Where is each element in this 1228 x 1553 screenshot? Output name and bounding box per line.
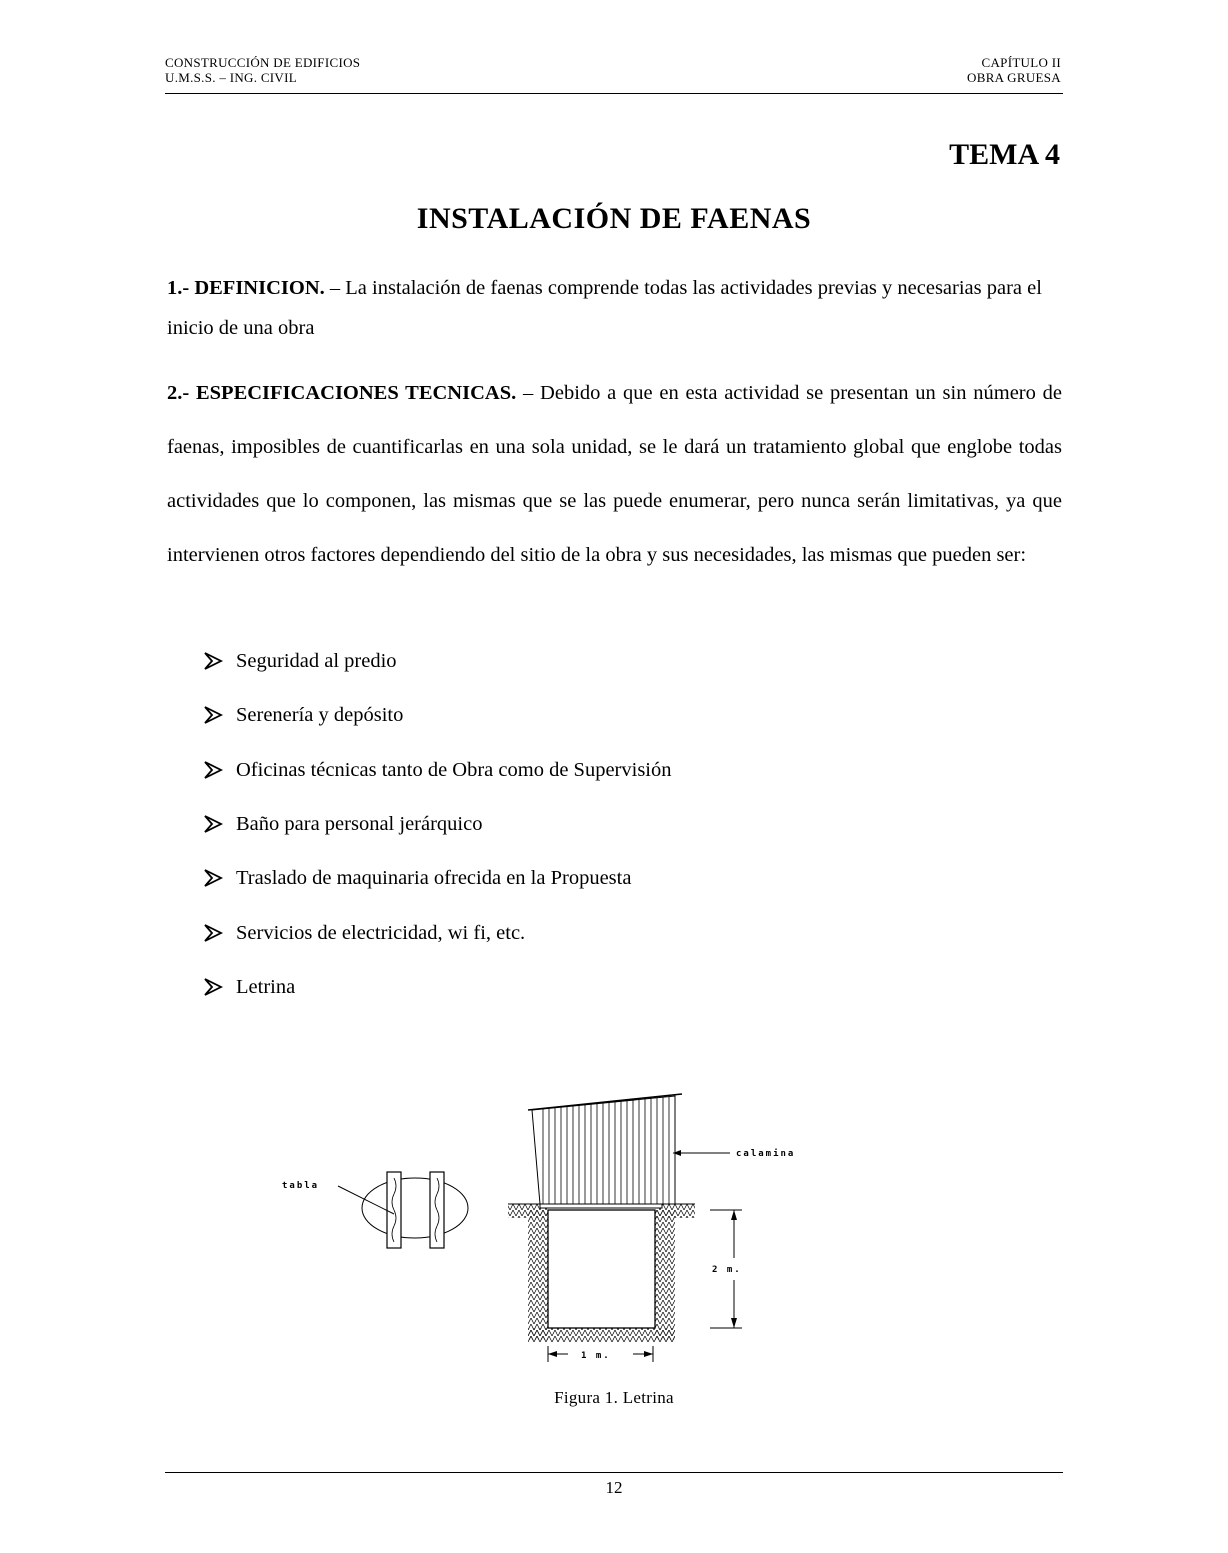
list-item-label: Baño para personal jerárquico (236, 813, 483, 836)
list-item-label: Serenería y depósito (236, 704, 404, 727)
footer-divider (165, 1472, 1063, 1473)
list-item-label: Seguridad al predio (236, 650, 397, 673)
latrine-plan-view (282, 1172, 468, 1248)
latrine-diagram (270, 1090, 830, 1361)
definition-text: – La instalación de faenas comprende todas las actividades previas y necesarias para el inicio de una obra (167, 277, 1042, 339)
list-item-label: Oficinas técnicas tanto de Obra como de Supervisión (236, 758, 672, 781)
specifications-text: – Debido a que en esta actividad se presentan un sin número de faenas, imposibles de cuantificarlas en una sola unidad, se le dará un tratamiento global que englobe todas actividades que lo componen, las mismas que se las puede enumerar, pero nunca serán limitativas, ya que intervienen otros factores dependiendo del sitio de la obra y sus necesidades, las mismas que pueden ser: (167, 382, 1063, 566)
height-dimension-label: 2 m. (712, 1265, 742, 1275)
tema-label: TEMA 4 (949, 138, 1060, 171)
header-left (165, 55, 360, 85)
list-item (203, 960, 672, 1014)
list-item (203, 797, 672, 851)
arrow-bullet-icon (203, 977, 236, 997)
specifications-heading: 2.- ESPECIFICACIONES TECNICAS. (167, 382, 517, 404)
activities-list (203, 634, 672, 1014)
arrow-bullet-icon (203, 923, 236, 943)
figure-caption: Figura 1. Letrina (554, 1388, 674, 1407)
list-item (203, 688, 672, 742)
list-item (203, 905, 672, 959)
arrow-bullet-icon (203, 760, 236, 780)
definition-heading: 1.- DEFINICION. (167, 277, 325, 299)
header-course: CONSTRUCCIÓN DE EDIFICIOS (165, 55, 361, 70)
arrow-bullet-icon (203, 868, 236, 888)
list-item (203, 743, 672, 797)
specifications-paragraph (167, 366, 1062, 582)
page-title: INSTALACIÓN DE FAENAS (416, 202, 812, 235)
width-dimension-label: 1 m. (581, 1351, 611, 1361)
list-item-label: Traslado de maquinaria ofrecida en la Propuesta (236, 867, 632, 890)
list-item (203, 851, 672, 905)
arrow-bullet-icon (203, 705, 236, 725)
list-item (203, 634, 672, 688)
header-institution: U.M.S.S. – ING. CIVIL (165, 70, 297, 85)
corrugated-sheet (528, 1094, 682, 1204)
arrow-bullet-icon (203, 651, 236, 671)
header-right (967, 55, 1061, 85)
page-header (165, 55, 1063, 94)
list-item-label: Letrina (236, 975, 296, 998)
header-chapter-title: OBRA GRUESA (967, 70, 1061, 85)
tabla-label: tabla (282, 1181, 320, 1191)
header-chapter: CAPÍTULO II (981, 55, 1061, 70)
page-number: 12 (605, 1478, 623, 1497)
latrine-section-view (508, 1094, 795, 1362)
calamina-label: calamina (736, 1149, 796, 1159)
list-item-label: Servicios de electricidad, wi fi, etc. (236, 921, 526, 944)
arrow-bullet-icon (203, 814, 236, 834)
definition-paragraph (167, 268, 1062, 348)
